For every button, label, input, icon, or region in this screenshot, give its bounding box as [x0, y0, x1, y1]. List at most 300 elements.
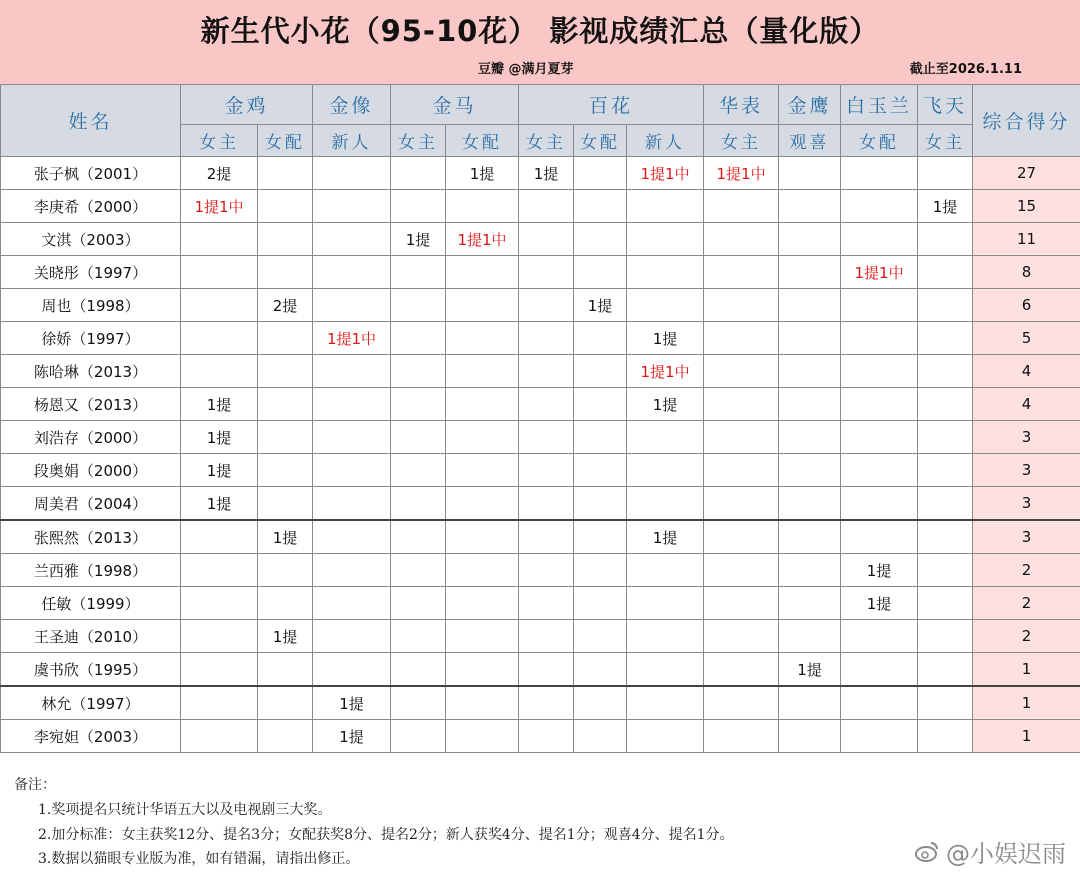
award-cell — [841, 686, 918, 720]
award-cell — [779, 421, 841, 454]
award-cell — [704, 720, 779, 753]
award-cell — [519, 653, 574, 687]
award-cell — [313, 454, 391, 487]
award-cell — [519, 520, 574, 554]
header-category: 女主 — [704, 125, 779, 157]
award-cell — [391, 720, 446, 753]
award-cell — [574, 520, 627, 554]
award-cell — [704, 289, 779, 322]
award-cell — [391, 686, 446, 720]
actress-name: 李庚希（2000） — [1, 190, 181, 223]
notes-heading: 备注： — [14, 777, 56, 793]
table-row — [1, 421, 1080, 454]
award-cell — [519, 190, 574, 223]
award-cell — [627, 653, 704, 687]
award-cell: 1提 — [574, 289, 627, 322]
award-cell — [627, 421, 704, 454]
award-cell — [918, 223, 973, 256]
award-cell — [918, 686, 973, 720]
award-cell — [779, 587, 841, 620]
award-cell — [313, 421, 391, 454]
award-cell — [704, 620, 779, 653]
award-cell — [704, 653, 779, 687]
award-cell — [391, 190, 446, 223]
header-category: 女配 — [446, 125, 519, 157]
award-cell — [313, 653, 391, 687]
award-cell — [918, 289, 973, 322]
watermark — [914, 834, 1066, 869]
award-cell — [918, 454, 973, 487]
award-cell — [574, 487, 627, 521]
award-cell — [519, 256, 574, 289]
award-cell — [918, 653, 973, 687]
award-cell — [704, 554, 779, 587]
award-cell — [704, 487, 779, 521]
header-category: 新人 — [627, 125, 704, 157]
score-cell: 3 — [973, 520, 1080, 554]
note-line: 2.加分标准：女主获奖12分、提名3分；女配获奖8分、提名2分；新人获奖4分、提名1分；观喜4分、提名1分。 — [38, 827, 734, 843]
actress-name: 王圣迪（2010） — [1, 620, 181, 653]
award-cell — [779, 686, 841, 720]
score-cell: 8 — [973, 256, 1080, 289]
score-cell: 5 — [973, 322, 1080, 355]
award-cell — [841, 322, 918, 355]
award-cell — [258, 653, 313, 687]
award-cell — [258, 554, 313, 587]
award-cell — [574, 454, 627, 487]
award-cell — [704, 454, 779, 487]
actress-name: 李宛妲（2003） — [1, 720, 181, 753]
award-cell — [841, 520, 918, 554]
award-cell: 1提 — [258, 520, 313, 554]
award-cell: 1提 — [627, 520, 704, 554]
award-cell — [519, 322, 574, 355]
award-cell — [258, 157, 313, 190]
table-row — [1, 454, 1080, 487]
award-cell — [446, 322, 519, 355]
table-row — [1, 620, 1080, 653]
award-cell — [519, 289, 574, 322]
award-cell: 1提 — [181, 454, 258, 487]
award-cell: 1提 — [779, 653, 841, 687]
award-cell — [258, 388, 313, 421]
header-category: 女主 — [918, 125, 973, 157]
award-cell — [258, 587, 313, 620]
table-row — [1, 190, 1080, 223]
header-row-groups — [1, 85, 1080, 125]
award-cell — [519, 355, 574, 388]
award-cell — [181, 256, 258, 289]
award-cell — [313, 355, 391, 388]
award-cell — [918, 520, 973, 554]
award-cell — [391, 322, 446, 355]
award-cell — [519, 620, 574, 653]
weibo-logo-icon — [914, 839, 940, 865]
award-cell — [391, 587, 446, 620]
title-banner — [0, 0, 1080, 85]
award-cell — [779, 487, 841, 521]
award-cell — [391, 157, 446, 190]
award-cell — [181, 587, 258, 620]
award-cell — [391, 289, 446, 322]
award-cell — [446, 388, 519, 421]
cutoff-date: 截止至2026.1.11 — [909, 62, 1022, 77]
award-cell — [391, 653, 446, 687]
award-cell — [313, 487, 391, 521]
actress-name: 文淇（2003） — [1, 223, 181, 256]
award-cell — [181, 620, 258, 653]
award-cell — [918, 620, 973, 653]
award-cell — [841, 653, 918, 687]
award-cell: 1提 — [313, 720, 391, 753]
award-cell: 1提 — [446, 157, 519, 190]
award-cell — [391, 554, 446, 587]
award-cell — [704, 587, 779, 620]
table-body — [1, 157, 1080, 753]
award-cell — [258, 322, 313, 355]
award-cell — [841, 289, 918, 322]
award-cell — [258, 421, 313, 454]
note-line: 1.奖项提名只统计华语五大以及电视剧三大奖。 — [38, 802, 332, 818]
award-cell — [519, 587, 574, 620]
actress-name: 林允（1997） — [1, 686, 181, 720]
award-cell: 1提 — [841, 554, 918, 587]
award-cell — [704, 355, 779, 388]
award-cell — [446, 355, 519, 388]
award-cell — [313, 388, 391, 421]
score-cell: 2 — [973, 554, 1080, 587]
award-cell — [181, 686, 258, 720]
award-cell — [446, 487, 519, 521]
award-cell — [391, 487, 446, 521]
award-cell — [313, 520, 391, 554]
award-cell — [779, 720, 841, 753]
award-cell — [779, 554, 841, 587]
watermark-text: @小娱迟雨 — [946, 840, 1066, 868]
header-group-jinxiang: 金像 — [313, 85, 391, 125]
award-cell — [391, 388, 446, 421]
award-cell: 1提1中 — [841, 256, 918, 289]
score-cell: 2 — [973, 587, 1080, 620]
award-cell — [704, 520, 779, 554]
header-group-baihua: 百花 — [519, 85, 704, 125]
award-cell — [918, 587, 973, 620]
note-line: 3.数据以猫眼专业版为准，如有错漏，请指出修正。 — [38, 851, 360, 867]
header-category: 观喜 — [779, 125, 841, 157]
award-cell — [574, 157, 627, 190]
header-category: 女主 — [519, 125, 574, 157]
award-cell — [779, 355, 841, 388]
award-cell — [391, 355, 446, 388]
award-cell — [446, 620, 519, 653]
award-cell — [779, 322, 841, 355]
award-cell — [779, 223, 841, 256]
award-cell — [918, 322, 973, 355]
actress-name: 段奥娟（2000） — [1, 454, 181, 487]
award-cell — [574, 223, 627, 256]
award-cell — [779, 620, 841, 653]
table-row — [1, 223, 1080, 256]
award-cell — [391, 421, 446, 454]
award-cell: 1提 — [391, 223, 446, 256]
award-cell: 1提 — [181, 421, 258, 454]
award-cell — [841, 454, 918, 487]
header-category: 女主 — [391, 125, 446, 157]
award-cell: 1提 — [181, 388, 258, 421]
award-cell — [779, 520, 841, 554]
award-cell: 1提1中 — [446, 223, 519, 256]
award-cell — [574, 388, 627, 421]
award-cell — [258, 454, 313, 487]
award-cell — [918, 720, 973, 753]
award-cell — [627, 190, 704, 223]
score-cell: 2 — [973, 620, 1080, 653]
award-cell — [704, 686, 779, 720]
award-cell — [519, 686, 574, 720]
header-name: 姓名 — [1, 85, 181, 157]
award-cell — [446, 289, 519, 322]
actress-name: 任敏（1999） — [1, 587, 181, 620]
award-cell — [574, 587, 627, 620]
award-cell — [918, 157, 973, 190]
award-cell — [574, 620, 627, 653]
award-cell — [181, 720, 258, 753]
score-cell: 11 — [973, 223, 1080, 256]
award-cell: 1提 — [181, 487, 258, 521]
award-cell: 1提 — [841, 587, 918, 620]
award-cell — [446, 190, 519, 223]
award-cell — [704, 421, 779, 454]
award-cell — [446, 587, 519, 620]
award-cell — [779, 157, 841, 190]
award-cell — [258, 686, 313, 720]
award-cell: 1提1中 — [627, 157, 704, 190]
award-cell — [841, 355, 918, 388]
award-cell — [574, 421, 627, 454]
award-cell — [446, 421, 519, 454]
award-cell — [313, 620, 391, 653]
table-row — [1, 653, 1080, 687]
award-cell — [704, 223, 779, 256]
award-cell — [446, 454, 519, 487]
header-category: 女配 — [258, 125, 313, 157]
award-cell — [181, 653, 258, 687]
award-cell — [841, 157, 918, 190]
award-cell — [627, 454, 704, 487]
table-row — [1, 157, 1080, 190]
score-cell: 27 — [973, 157, 1080, 190]
award-cell — [313, 190, 391, 223]
award-cell — [258, 487, 313, 521]
award-cell — [446, 554, 519, 587]
actress-name: 兰西雅（1998） — [1, 554, 181, 587]
table-row — [1, 355, 1080, 388]
table-row — [1, 487, 1080, 521]
award-cell — [627, 620, 704, 653]
award-cell: 1提1中 — [181, 190, 258, 223]
award-cell — [574, 720, 627, 753]
award-cell — [841, 388, 918, 421]
header-group-jinji: 金鸡 — [181, 85, 313, 125]
award-cell — [313, 256, 391, 289]
award-cell — [181, 520, 258, 554]
table-row — [1, 256, 1080, 289]
award-cell — [918, 388, 973, 421]
award-cell: 1提 — [313, 686, 391, 720]
award-cell — [779, 454, 841, 487]
header-group-huabiao: 华表 — [704, 85, 779, 125]
actress-name: 陈哈琳（2013） — [1, 355, 181, 388]
table-row — [1, 289, 1080, 322]
awards-table — [0, 84, 1080, 753]
award-cell — [841, 190, 918, 223]
award-cell — [181, 554, 258, 587]
award-cell — [391, 520, 446, 554]
award-cell — [258, 223, 313, 256]
award-cell — [313, 554, 391, 587]
award-cell — [446, 653, 519, 687]
award-cell — [258, 190, 313, 223]
award-cell — [779, 256, 841, 289]
score-cell: 4 — [973, 355, 1080, 388]
award-cell — [627, 720, 704, 753]
award-cell: 1提 — [627, 388, 704, 421]
award-cell — [519, 421, 574, 454]
actress-name: 周美君（2004） — [1, 487, 181, 521]
award-cell: 1提 — [258, 620, 313, 653]
award-cell — [181, 289, 258, 322]
award-cell — [779, 190, 841, 223]
award-cell: 1提 — [627, 322, 704, 355]
award-cell — [313, 289, 391, 322]
award-cell — [258, 355, 313, 388]
award-cell — [519, 454, 574, 487]
award-cell — [918, 421, 973, 454]
award-cell — [627, 289, 704, 322]
award-cell — [446, 256, 519, 289]
award-cell: 2提 — [181, 157, 258, 190]
score-cell: 1 — [973, 720, 1080, 753]
award-cell — [918, 487, 973, 521]
actress-name: 周也（1998） — [1, 289, 181, 322]
award-cell — [391, 256, 446, 289]
table-row — [1, 587, 1080, 620]
score-cell: 6 — [973, 289, 1080, 322]
award-cell — [574, 190, 627, 223]
award-cell — [704, 256, 779, 289]
score-cell: 1 — [973, 653, 1080, 687]
award-cell — [574, 322, 627, 355]
actress-name: 张子枫（2001） — [1, 157, 181, 190]
header-category: 女主 — [181, 125, 258, 157]
award-cell: 2提 — [258, 289, 313, 322]
award-cell — [627, 487, 704, 521]
table-row — [1, 720, 1080, 753]
header-group-jinma: 金马 — [391, 85, 519, 125]
award-cell — [704, 322, 779, 355]
award-cell — [258, 256, 313, 289]
award-cell — [704, 190, 779, 223]
actress-name: 关晓彤（1997） — [1, 256, 181, 289]
award-cell — [779, 388, 841, 421]
award-cell — [627, 256, 704, 289]
award-cell: 1提1中 — [704, 157, 779, 190]
award-cell — [841, 720, 918, 753]
award-cell — [446, 520, 519, 554]
award-cell — [181, 355, 258, 388]
award-cell — [181, 322, 258, 355]
table-row — [1, 554, 1080, 587]
award-cell: 1提 — [918, 190, 973, 223]
table-row — [1, 520, 1080, 554]
award-cell — [779, 289, 841, 322]
award-cell — [519, 223, 574, 256]
actress-name: 虞书欣（1995） — [1, 653, 181, 687]
award-cell — [704, 388, 779, 421]
award-cell — [841, 620, 918, 653]
score-cell: 3 — [973, 421, 1080, 454]
award-cell — [446, 720, 519, 753]
actress-name: 杨恩又（2013） — [1, 388, 181, 421]
award-cell — [574, 554, 627, 587]
award-cell — [313, 223, 391, 256]
award-cell — [627, 686, 704, 720]
notes-section — [0, 754, 1080, 879]
award-cell — [446, 686, 519, 720]
score-cell: 3 — [973, 487, 1080, 521]
award-cell: 1提1中 — [313, 322, 391, 355]
table-row — [1, 686, 1080, 720]
award-cell — [258, 720, 313, 753]
award-cell — [313, 157, 391, 190]
source-credit: 豆瓣 @满月夏芽 — [478, 62, 574, 77]
award-cell — [391, 454, 446, 487]
score-cell: 3 — [973, 454, 1080, 487]
award-cell — [574, 355, 627, 388]
award-cell — [918, 256, 973, 289]
header-group-jinying: 金鹰 — [779, 85, 841, 125]
award-cell — [574, 653, 627, 687]
header-score: 综合得分 — [973, 85, 1080, 157]
award-cell — [627, 587, 704, 620]
award-cell — [841, 487, 918, 521]
actress-name: 张熙然（2013） — [1, 520, 181, 554]
award-cell — [519, 487, 574, 521]
award-cell — [574, 686, 627, 720]
award-cell — [918, 355, 973, 388]
award-cell — [627, 223, 704, 256]
score-cell: 4 — [973, 388, 1080, 421]
award-cell — [574, 256, 627, 289]
header-group-baiyulan: 白玉兰 — [841, 85, 918, 125]
header-category: 女配 — [574, 125, 627, 157]
award-cell — [627, 554, 704, 587]
award-cell — [519, 554, 574, 587]
actress-name: 刘浩存（2000） — [1, 421, 181, 454]
award-cell — [841, 421, 918, 454]
table-row — [1, 388, 1080, 421]
page-title: 新生代小花（95-10花） 影视成绩汇总（量化版） — [200, 14, 880, 48]
score-cell: 1 — [973, 686, 1080, 720]
header-category: 女配 — [841, 125, 918, 157]
actress-name: 徐娇（1997） — [1, 322, 181, 355]
score-cell: 15 — [973, 190, 1080, 223]
award-cell — [519, 388, 574, 421]
award-cell: 1提 — [519, 157, 574, 190]
award-cell — [181, 223, 258, 256]
header-category: 新人 — [313, 125, 391, 157]
award-cell — [841, 223, 918, 256]
